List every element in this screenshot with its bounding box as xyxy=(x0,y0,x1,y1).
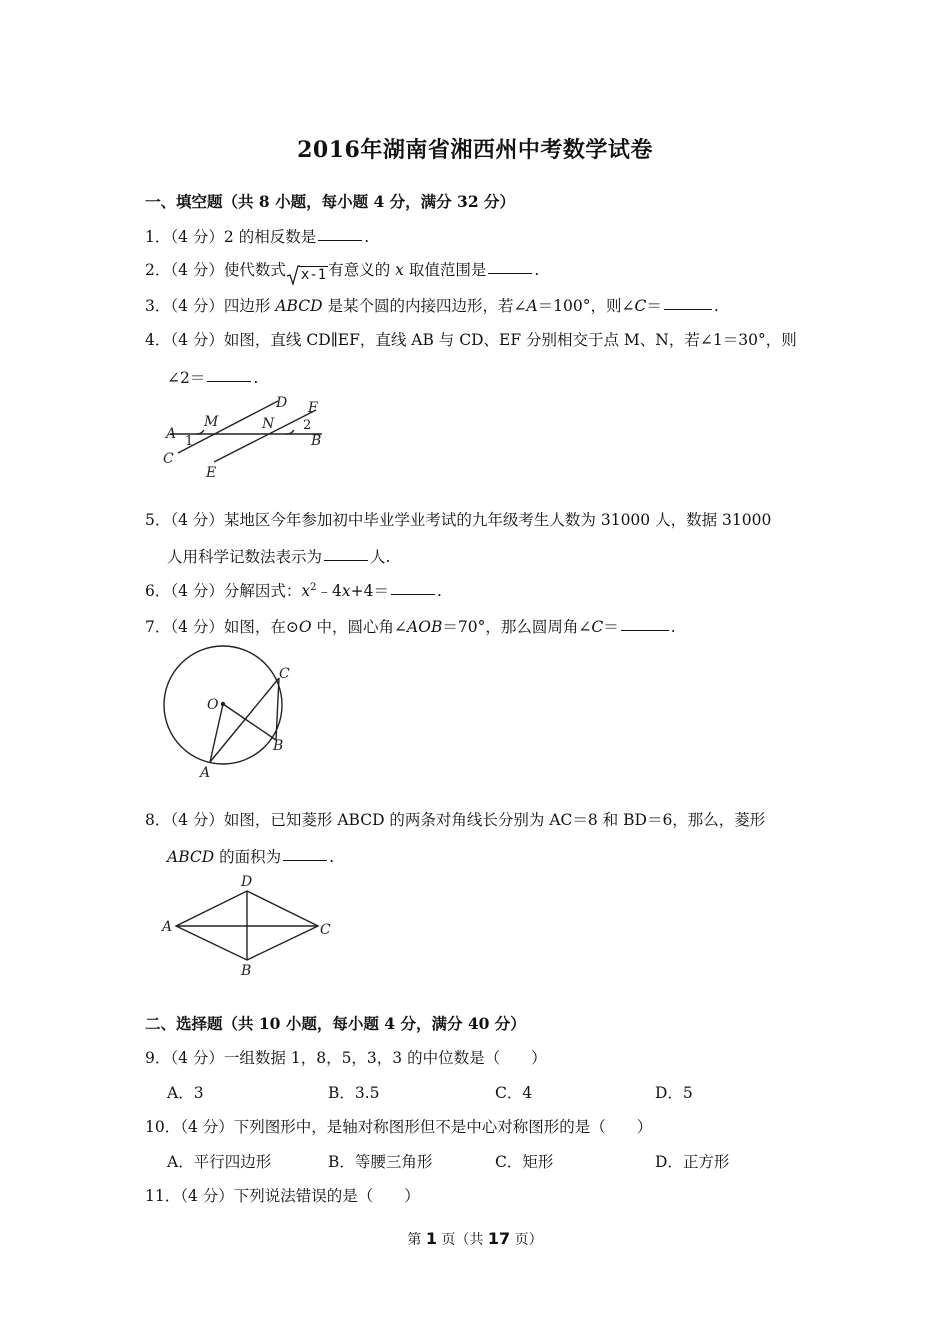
q7-mid2: ＝70°，那么圆周角∠ xyxy=(442,618,592,636)
label-d: D xyxy=(241,874,253,890)
question-2 xyxy=(145,258,539,284)
q10-text: （4 分）下列图形中，是轴对称图形但不是中心对称图形的是（ ） xyxy=(180,1118,653,1136)
q4-line2: ∠2＝ xyxy=(167,369,206,387)
q5-line2-pre: 人用科学记数法表示为 xyxy=(167,548,323,566)
q3-pre: （4 分）四边形 xyxy=(170,297,276,315)
q6-post: +4＝ xyxy=(350,582,390,600)
label-n: N xyxy=(262,416,275,432)
rhombus-figure xyxy=(158,870,338,980)
q4-number: 4． xyxy=(145,331,171,349)
q6-pre: （4 分）分解因式： xyxy=(170,582,302,600)
q4-end: . xyxy=(253,369,259,387)
segment-cb xyxy=(276,678,279,740)
q2-var: x xyxy=(395,261,404,279)
q9-option-b[interactable]: B．3.5 xyxy=(328,1084,380,1102)
q10-option-a[interactable]: A．平行四边形 xyxy=(167,1153,272,1171)
label-a: A xyxy=(162,919,173,935)
q3-number: 3． xyxy=(145,297,171,315)
question-4-line-1 xyxy=(145,328,797,350)
q10-number: 10． xyxy=(145,1118,181,1136)
answer-blank xyxy=(283,859,327,861)
q7-o: O xyxy=(298,618,312,636)
footer-total-pages: 17 xyxy=(487,1229,511,1248)
q3-abcd: ABCD xyxy=(275,297,323,315)
circle-figure xyxy=(158,645,298,783)
answer-blank xyxy=(207,380,251,382)
sqrt-expression xyxy=(286,264,328,284)
label-d: D xyxy=(276,395,288,411)
q3-end: . xyxy=(713,297,719,315)
answer-blank xyxy=(391,593,435,595)
label-o: O xyxy=(207,697,219,713)
q6-number: 6． xyxy=(145,582,171,600)
question-5-line-1 xyxy=(145,508,771,530)
q10-option-b[interactable]: B．等腰三角形 xyxy=(328,1153,433,1171)
q5-number: 5． xyxy=(145,511,171,529)
q11-number: 11． xyxy=(145,1187,181,1205)
question-7 xyxy=(145,615,676,637)
q7-aob: AOB xyxy=(407,618,443,636)
q3-post: ＝ xyxy=(646,297,662,315)
q1-number: 1． xyxy=(145,228,171,246)
segment-ob xyxy=(223,704,276,740)
label-c: C xyxy=(279,666,290,682)
q2-end: . xyxy=(534,261,540,279)
section-1-heading: 一、填空题（共 8 小题，每小题 4 分，满分 32 分） xyxy=(145,192,516,211)
q3-a: A xyxy=(526,297,538,315)
q3-mid2: ＝100°，则∠ xyxy=(537,297,635,315)
q7-number: 7． xyxy=(145,618,171,636)
answer-blank xyxy=(664,308,712,310)
question-1 xyxy=(145,225,369,247)
q8-line1: （4 分）如图，已知菱形 ABCD 的两条对角线长分别为 AC＝8 和 BD＝6，那么，菱形 xyxy=(170,811,766,829)
q2-mid: 有意义的 xyxy=(328,261,396,279)
q6-x2: x xyxy=(341,582,351,600)
page-title: 2016年湖南省湘西州中考数学试卷 xyxy=(297,137,653,163)
q6-x: x xyxy=(301,582,311,600)
q8-end: . xyxy=(329,848,335,866)
label-b: B xyxy=(273,738,284,754)
q3-mid: 是某个圆的内接四边形，若∠ xyxy=(322,297,527,315)
label-angle-1: 1 xyxy=(185,434,194,449)
answer-blank xyxy=(324,559,368,561)
q9-option-d[interactable]: D．5 xyxy=(655,1084,693,1102)
q2-post: 取值范围是 xyxy=(403,261,487,279)
label-f: F xyxy=(308,400,318,416)
radical-sign-icon xyxy=(286,264,300,286)
q1-end: . xyxy=(364,228,370,246)
question-9 xyxy=(145,1046,547,1068)
center-point xyxy=(221,702,225,706)
q7-end: . xyxy=(670,618,676,636)
q6-exponent: 2 xyxy=(310,581,317,593)
parallel-lines-figure xyxy=(158,393,338,485)
q10-option-d[interactable]: D．正方形 xyxy=(655,1153,730,1171)
label-a: A xyxy=(200,765,211,781)
q7-mid: 中，圆心角∠ xyxy=(311,618,408,636)
footer-mid: 页（共 xyxy=(436,1232,488,1248)
question-10 xyxy=(145,1115,652,1137)
q7-pre: （4 分）如图，在⊙ xyxy=(170,618,299,636)
label-c: C xyxy=(163,451,174,467)
q5-line2-post: 人. xyxy=(370,548,391,566)
label-a: A xyxy=(166,426,177,442)
q9-number: 9． xyxy=(145,1049,171,1067)
answer-blank xyxy=(488,272,532,274)
q6-end: . xyxy=(437,582,442,600)
question-6 xyxy=(145,579,442,601)
q2-number: 2． xyxy=(145,261,171,279)
footer-post: 页） xyxy=(510,1232,543,1248)
q4-line1: （4 分）如图，直线 CD∥EF，直线 AB 与 CD、EF 分别相交于点 M、N，若∠1＝30°，则 xyxy=(170,331,797,349)
q3-c: C xyxy=(634,297,647,315)
q2-pre: （4 分）使代数式 xyxy=(170,261,286,279)
question-4-line-2 xyxy=(167,366,258,388)
segment-ac xyxy=(210,678,279,762)
q9-option-c[interactable]: C．4 xyxy=(495,1084,533,1102)
label-b: B xyxy=(241,963,252,979)
label-c: C xyxy=(320,922,331,938)
q5-line1: （4 分）某地区今年参加初中毕业学业考试的九年级考生人数为 31000 人，数据 31000 xyxy=(170,511,772,529)
q8-number: 8． xyxy=(145,811,171,829)
q9-option-a[interactable]: A．3 xyxy=(167,1084,204,1102)
q7-c: C xyxy=(591,618,604,636)
question-3 xyxy=(145,294,719,316)
q10-option-c[interactable]: C．矩形 xyxy=(495,1153,554,1171)
question-8-line-2 xyxy=(167,845,334,867)
question-8-line-1 xyxy=(145,808,765,830)
page-footer xyxy=(0,1229,950,1249)
q8-line2-post: 的面积为 xyxy=(214,848,282,866)
footer-pre: 第 xyxy=(407,1232,426,1248)
label-e: E xyxy=(206,465,217,481)
q6-mid: ﹣4 xyxy=(316,582,342,600)
q11-text: （4 分）下列说法错误的是（ ） xyxy=(180,1187,420,1205)
label-angle-2: 2 xyxy=(303,418,312,433)
q9-text: （4 分）一组数据 1，8，5，3，3 的中位数是（ ） xyxy=(170,1049,547,1067)
question-5-line-2 xyxy=(167,545,390,567)
answer-blank xyxy=(621,629,669,631)
sqrt-radicand: x-1 xyxy=(300,267,327,283)
footer-page-number: 1 xyxy=(425,1229,437,1248)
q8-line2-pre: ABCD xyxy=(167,848,215,866)
answer-blank xyxy=(318,239,362,241)
section-2-heading: 二、选择题（共 10 小题，每小题 4 分，满分 40 分） xyxy=(145,1014,526,1033)
label-b: B xyxy=(311,433,322,449)
q7-post: ＝ xyxy=(603,618,619,636)
label-m: M xyxy=(204,414,219,430)
question-11 xyxy=(145,1184,420,1206)
q1-text: （4 分）2 的相反数是 xyxy=(170,228,317,246)
